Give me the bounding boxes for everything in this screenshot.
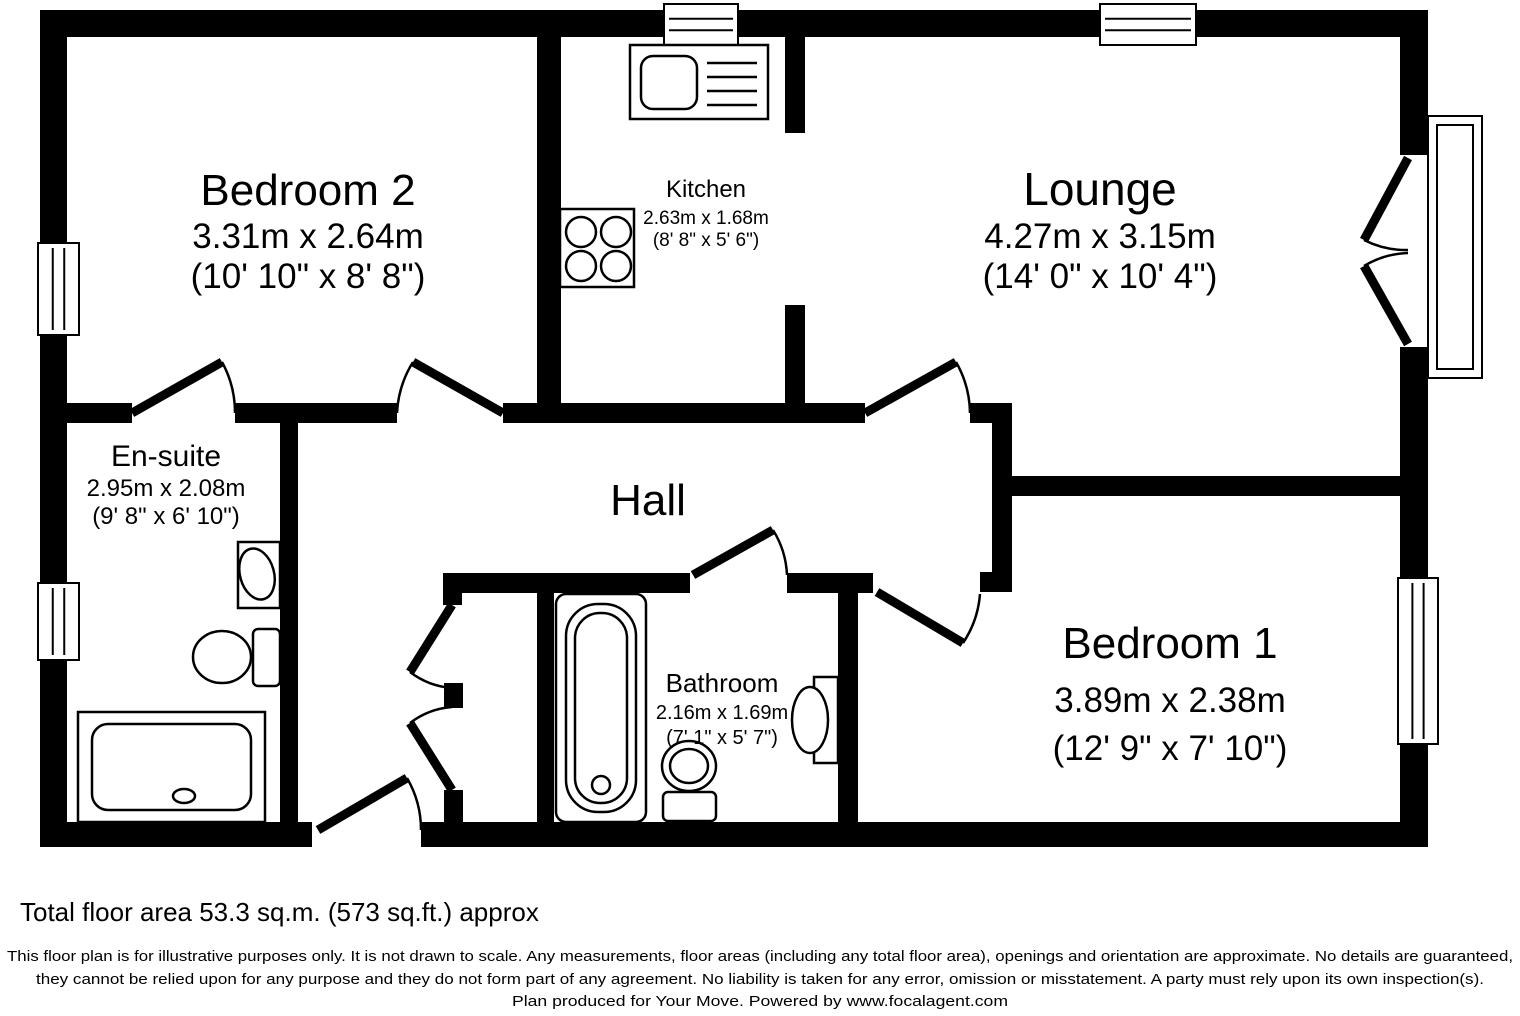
wall [1012, 476, 1402, 496]
ensuite-wc-bowl [193, 631, 251, 683]
door-bathroom [693, 530, 773, 575]
room-label-hall: Hall [610, 476, 686, 525]
door-entrance-swing-arc [407, 778, 421, 830]
hob-burner [566, 251, 596, 281]
french-door-top-swing-arc [1364, 240, 1408, 250]
room-dims-metric-kitchen: 2.63m x 1.68m [643, 208, 769, 229]
room-label-bedroom1: Bedroom 1 [1062, 619, 1278, 668]
room-dims-metric-bedroom1: 3.89m x 2.38m [1054, 681, 1286, 720]
wall [838, 573, 858, 822]
bathroom-wc-bowl-inner [670, 749, 708, 783]
wall [1400, 10, 1428, 155]
total-floor-area: Total floor area 53.3 sq.m. (573 sq.ft.) approx [20, 897, 539, 927]
door-entrance [318, 778, 407, 830]
room-dims-metric-ensuite: 2.95m x 2.08m [86, 475, 246, 502]
room-dims-imperial-kitchen: (8' 8" x 5' 6") [652, 230, 760, 251]
wall [443, 573, 690, 593]
bathtub-basin [575, 613, 627, 803]
french-door-bottom [1364, 266, 1408, 344]
disclaimer-line-1: This floor plan is for illustrative purposes only. It is not drawn to scale. Any measurements, floor areas (including any total floor area), openings and orientation are approximate. No details are guaranteed, [7, 948, 1513, 965]
closet-door-bottom [410, 723, 452, 790]
french-door-bottom-swing-arc [1364, 253, 1408, 266]
room-dims-metric-bedroom2: 3.31m x 2.64m [192, 217, 424, 256]
room-dims-imperial-bedroom2: (10' 10" x 8' 8") [190, 257, 426, 296]
room-label-bathroom: Bathroom [665, 668, 779, 698]
wall [787, 573, 873, 593]
wall [785, 305, 805, 405]
wall [992, 403, 1012, 592]
wall [421, 822, 1428, 847]
wall [537, 37, 561, 405]
room-dims-metric-lounge: 4.27m x 3.15m [984, 217, 1216, 256]
hob-burner [601, 251, 631, 281]
bathroom-basin-bowl [792, 687, 828, 753]
door-lounge [865, 362, 956, 413]
french-door-top [1364, 158, 1408, 240]
hob-burner [601, 217, 631, 247]
wall [280, 403, 298, 847]
room-label-lounge: Lounge [1023, 163, 1177, 215]
wall [443, 573, 462, 605]
wall [785, 37, 805, 133]
window-kitchen [664, 4, 738, 45]
wall [235, 403, 397, 423]
window-ensuite [38, 583, 79, 660]
wall [40, 822, 312, 847]
patio-frame-inner [1437, 125, 1473, 369]
wall [40, 403, 132, 423]
window-bedroom1 [1398, 578, 1438, 744]
door-ensuite [132, 362, 222, 413]
hob-burner [566, 217, 596, 247]
room-dims-imperial-bedroom1: (12' 9" x 7' 10") [1052, 729, 1288, 768]
door-lounge-swing-arc [956, 362, 970, 413]
room-dims-imperial-lounge: (14' 0" x 10' 4") [982, 257, 1218, 296]
window-lounge [1100, 4, 1196, 45]
closet-door-top [410, 605, 452, 672]
room-dims-metric-bathroom: 2.16m x 1.69m [655, 702, 789, 724]
wall [980, 572, 994, 592]
door-bedroom2 [413, 362, 503, 413]
bathtub-drain [592, 776, 610, 794]
room-label-bedroom2: Bedroom 2 [200, 166, 416, 215]
window-bedroom2 [38, 243, 79, 335]
wall [444, 790, 463, 822]
disclaimer-line-2: they cannot be relied upon for any purpose and they do not form part of any agreement. No liability is taken for any error, omission or misstatement. A party must rely upon its own inspection(s). [36, 971, 1484, 988]
ensuite-wc-cistern [253, 629, 280, 686]
bathroom-wc-cistern [663, 792, 716, 821]
wall [537, 593, 554, 822]
wall [40, 10, 67, 847]
door-ensuite-swing-arc [222, 362, 235, 413]
door-bedroom2-swing-arc [397, 362, 413, 413]
door-bedroom1 [877, 592, 963, 643]
room-label-ensuite: En-suite [110, 440, 222, 473]
wall [503, 403, 865, 423]
door-bathroom-swing-arc [773, 530, 787, 575]
room-label-kitchen: Kitchen [665, 176, 747, 203]
shower-drain [173, 789, 195, 803]
kitchen-sink [641, 56, 697, 109]
disclaimer-line-3: Plan produced for Your Move. Powered by www.focalagent.com [512, 993, 1008, 1010]
room-dims-imperial-bathroom: (7' 1" x 5' 7") [666, 727, 778, 749]
closet-door-bottom-swing-arc [410, 707, 452, 723]
door-bedroom1-swing-arc [963, 594, 980, 643]
shower-tray-inner [92, 724, 251, 810]
room-dims-imperial-ensuite: (9' 8" x 6' 10") [92, 503, 240, 530]
